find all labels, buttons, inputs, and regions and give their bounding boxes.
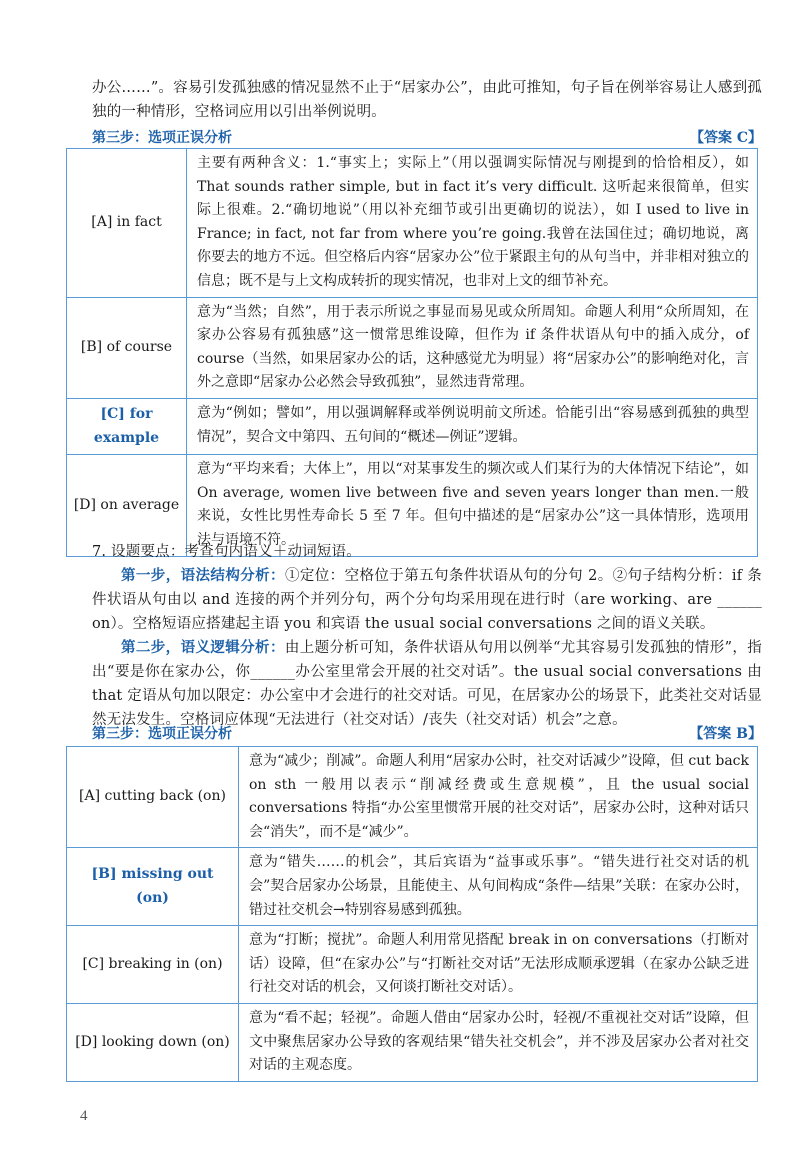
options-table-b <box>66 746 758 1082</box>
step-label: 第三步：选项正误分析 <box>92 130 232 146</box>
option-label: [C] for example <box>67 399 187 454</box>
step2-label: 第二步，语义逻辑分析： <box>121 639 285 656</box>
q7-step1 <box>92 564 762 636</box>
answer-label: 【答案 C】 <box>689 130 762 146</box>
option-label: [D] looking down (on) <box>67 1004 239 1081</box>
step-label: 第三步：选项正误分析 <box>92 726 232 742</box>
q7-step2 <box>92 636 762 732</box>
section-header-b <box>92 722 762 744</box>
option-label: [D] on average <box>67 455 187 555</box>
option-explanation: 主要有两种含义：1.“事实上；实际上”（用以强调实际情况与刚提到的恰恰相反），如 That sounds rather simple, but in fact it’s very difficult. 这听起来很简单，但实际上很难。2.“确切地说”（用以补充细节或引出更确切的说法），如 I used to live in France; in fact, not far from where you’re going.我曾在法国住过；确切地说，离你要去的地方不远。但空格后内容“居家办公”位于紧跟主句的从句当中，并非相对独立的信息；既不是与上文构成转折的现实情况，也非对上文的细节补充。 <box>197 155 749 289</box>
section-header-a <box>92 126 762 148</box>
option-explanation: 意为“错失……的机会”，其后宾语为“益事或乐事”。“错失进行社交对话的机会”契合居家办公场景，且能使主、从句间构成“条件—结果”关联：在家办公时，错过社交机会→特别容易感到孤独。 <box>249 854 749 918</box>
option-explanation: 意为“打断；搅扰”。命题人利用常见搭配 break in on conversations（打断对话）设障，但“在家办公”与“打断社交对话”无法形成顺承逻辑（在家办公缺乏进行社交对话的机会，又何谈打断社交对话）。 <box>249 932 749 996</box>
q7-title: 7. 设题要点：考查句内语义＋动词短语。 <box>92 544 361 560</box>
option-label: [A] in fact <box>67 149 187 297</box>
option-label: [B] of course <box>67 298 187 398</box>
option-row <box>67 149 757 298</box>
option-explanation: 意为“看不起；轻视”。命题人借由“居家办公时，轻视/不重视社交对话”设障，但文中聚焦居家办公导致的客观结果“错失社交机会”，并不涉及居家办公者对社交对话的主观态度。 <box>249 1009 749 1074</box>
options-table-a <box>66 148 758 557</box>
answer-label: 【答案 B】 <box>689 726 762 742</box>
intro-paragraph: 办公……”。容易引发孤独感的情况显然不止于“居家办公”，由此可推知，句子旨在例举容易让人感到孤独的一种情形，空格词应用以引出举例说明。 <box>92 80 762 120</box>
option-label: [A] cutting back (on) <box>67 747 239 847</box>
option-row <box>67 926 757 1004</box>
option-row <box>67 1004 757 1081</box>
option-explanation: 意为“例如；譬如”，用以强调解释或举例说明前文所述。恰能引出“容易感到孤独的典型情况”，契合文中第四、五句间的“概述—例证”逻辑。 <box>197 404 749 445</box>
option-row <box>67 747 757 848</box>
step1-text: ①定位：空格位于第五句条件状语从句的分句 2。②句子结构分析：if 条件状语从句由以 and 连接的两个并列分句，两个分句均采用现在进行时（are working、are ______ on）。空格短语应搭建起主语 you 和宾语 the usual social conversations 之间的语义关联。 <box>92 568 762 632</box>
option-explanation: 意为“当然；自然”，用于表示所说之事显而易见或众所周知。命题人利用“众所周知，在家办公容易有孤独感”这一惯常思维设障，但作为 if 条件状语从句中的插入成分，of course（当然，如果居家办公的话，这种感觉尤为明显）将“居家办公”的影响绝对化，言外之意即“居家办公必然会导致孤独”，显然违背常理。 <box>197 303 749 391</box>
page-number: 4 <box>80 1108 88 1124</box>
step1-label: 第一步，语法结构分析： <box>121 567 285 584</box>
option-row <box>67 298 757 399</box>
option-explanation: 意为“减少；削减”。命题人利用“居家办公时，社交对话减少”设障，但 cut back on sth 一般用以表示“削减经费或生意规模”，且 the usual social conversations 特指“办公室里惯常开展的社交对话”，居家办公时，这种对话只会“消失”，而不是“减少”。 <box>249 753 749 840</box>
option-label: [C] breaking in (on) <box>67 926 239 1003</box>
option-explanation: 意为“平均来看；大体上”，用以“对某事发生的频次或人们某行为的大体情况下结论”，如 On average, women live between five and seven years longer than men.一般来说，女性比男性寿命长 5 至 7 年。但句中描述的是“居家办公”这一具体情形，选项用法与语境不符。 <box>197 461 749 548</box>
step2-text: 由上题分析可知，条件状语从句用以例举“尤其容易引发孤独的情形”，指出“要是你在家办公，你______办公室里常会开展的社交对话”。the usual social conversations 由 that 定语从句加以限定：办公室中才会进行的社交对话。可见，在居家办公的场景下，此类社交对话显然无法发生。空格词应体现“无法进行（社交对话）/丧失（社交对话）机会”之意。 <box>92 640 762 728</box>
option-row <box>67 848 757 926</box>
option-row <box>67 399 757 455</box>
option-label: [B] missing out (on) <box>67 848 239 925</box>
